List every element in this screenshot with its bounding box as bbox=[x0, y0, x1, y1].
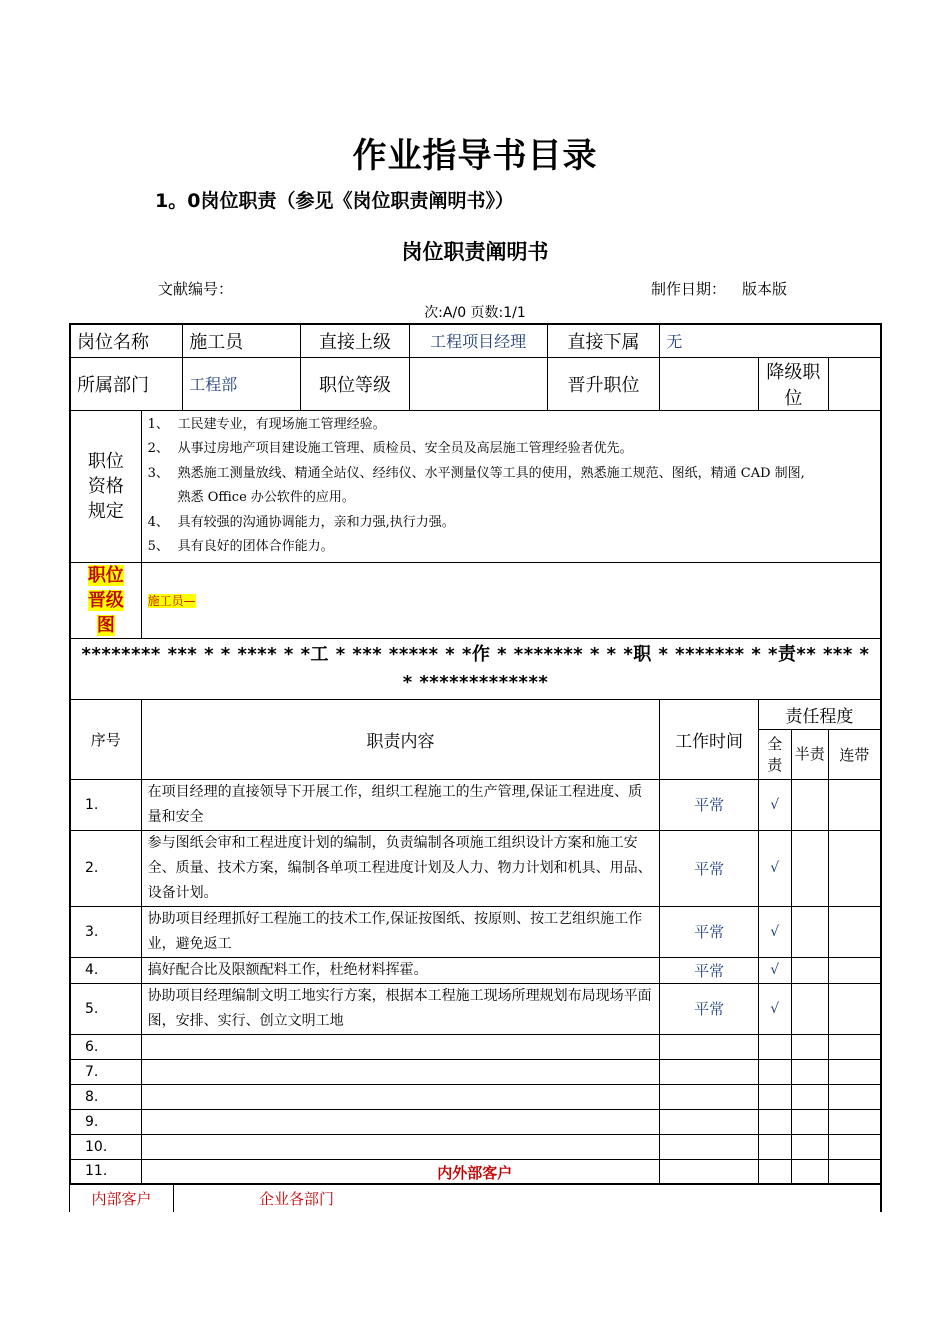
list-item: 3、 熟悉施工测量放线、精通全站仪、经纬仪、水平测量仪等工具的使用，熟悉施工规范、图纸，精通 CAD 制图, bbox=[147, 465, 805, 481]
list-item: 2、 从事过房地产项目建设施工管理、质检员、安全员及高层施工管理经验者优先。 bbox=[147, 441, 633, 456]
table-row: 9. bbox=[70, 1109, 881, 1134]
list-item: 4、 具有较强的沟通协调能力，亲和力强,执行力强。 bbox=[147, 514, 455, 530]
subordinate-label: 直接下属 bbox=[547, 324, 660, 357]
table-row: 1. 在项目经理的直接领导下开展工作，组织工程施工的生产管理,保证工程进度、质量和安全 平常 √ bbox=[70, 779, 881, 830]
superior-label: 直接上级 bbox=[301, 324, 409, 357]
internal-customer-value: 企业各部门 bbox=[174, 1185, 881, 1212]
customer-title-row bbox=[70, 1160, 881, 1185]
table-row: 2. 参与图纸会审和工程进度计划的编制，负责编制各项施工组织设计方案和施工安全、质量、技术方案，编制各单项工程进度计划及人力、物力计划和机具、用品、设备计划。 平常 √ bbox=[70, 830, 881, 906]
joint-header: 连带 bbox=[828, 729, 881, 779]
duty-header-row-1 bbox=[70, 699, 881, 729]
qualification-list bbox=[141, 410, 881, 562]
post-name-label: 岗位名称 bbox=[70, 324, 183, 357]
list-item: 1、 工民建专业，有现场施工管理经验。 bbox=[147, 416, 386, 432]
post-name-value: 施工员 bbox=[183, 324, 301, 357]
table-row: 5. 协助项目经理编制文明工地实行方案，根据本工程施工现场所理规划布局现场平面图，安排、实行、创立文明工地 平常 √ bbox=[70, 983, 881, 1034]
banner-row bbox=[70, 638, 881, 699]
half-header: 半责 bbox=[791, 729, 828, 779]
subordinate-value: 无 bbox=[660, 324, 881, 357]
version-label: 版本版 bbox=[742, 280, 788, 298]
customer-table bbox=[69, 1159, 882, 1212]
promotion-value bbox=[660, 357, 758, 410]
table-row: 11. bbox=[70, 1159, 881, 1184]
info-row-1 bbox=[70, 324, 881, 357]
customer-title: 内外部客户 bbox=[70, 1160, 881, 1185]
job-description-table bbox=[69, 323, 882, 1185]
superior-value: 工程项目经理 bbox=[409, 324, 547, 357]
date-version bbox=[651, 278, 803, 299]
table-row: 7. bbox=[70, 1059, 881, 1084]
table-row: 8. bbox=[70, 1084, 881, 1109]
info-row-2 bbox=[70, 357, 881, 410]
level-label: 职位等级 bbox=[301, 357, 409, 410]
promotion-chart-label: 职位 晋级 图 bbox=[70, 562, 141, 638]
doc-number-label: 文献编号： bbox=[158, 280, 234, 298]
responsibility-header: 责任程度 bbox=[758, 699, 881, 729]
promotion-chart-row bbox=[70, 562, 881, 638]
seq-header: 序号 bbox=[70, 699, 141, 779]
internal-customer-label: 内部客户 bbox=[70, 1185, 174, 1212]
table-row: 4. 搞好配合比及限额配料工作，杜绝材料挥霍。 平常 √ bbox=[70, 957, 881, 983]
qualification-label: 职位 资格 规定 bbox=[70, 410, 141, 562]
full-header: 全责 bbox=[758, 729, 791, 779]
table-row: 6. bbox=[70, 1034, 881, 1059]
demotion-label: 降级职位 bbox=[758, 357, 828, 410]
content-header: 职责内容 bbox=[141, 699, 660, 779]
date-label: 制作日期： bbox=[651, 280, 727, 298]
dept-label: 所属部门 bbox=[70, 357, 183, 410]
revision-info: 次:A/0 页数:1/1 bbox=[424, 305, 526, 321]
time-header: 工作时间 bbox=[660, 699, 758, 779]
list-item: 熟悉 Office 办公软件的应用。 bbox=[177, 490, 355, 505]
promotion-chart-value: 施工员— bbox=[141, 562, 881, 638]
section-heading: 1。0岗位职责（参见《岗位职责阐明书》） bbox=[155, 190, 514, 212]
level-value bbox=[409, 357, 547, 410]
qualification-row bbox=[70, 410, 881, 562]
document-title: 作业指导书目录 bbox=[352, 136, 598, 176]
customer-row bbox=[70, 1185, 881, 1212]
table-row: 10. bbox=[70, 1134, 881, 1159]
document-subtitle: 岗位职责阐明书 bbox=[401, 240, 549, 264]
dept-value: 工程部 bbox=[183, 357, 301, 410]
promotion-label: 晋升职位 bbox=[547, 357, 660, 410]
list-item: 5、 具有良好的团体合作能力。 bbox=[147, 539, 334, 554]
demotion-value bbox=[828, 357, 881, 410]
section-banner: ******** *** * * **** * *工 * *** ***** * *作 * ******* * * *职 * ******* * *责** *** * * ************* bbox=[70, 638, 881, 699]
table-row: 3. 协助项目经理抓好工程施工的技术工作,保证按图纸、按原则、按工艺组织施工作业，避免返工 平常 √ bbox=[70, 906, 881, 957]
